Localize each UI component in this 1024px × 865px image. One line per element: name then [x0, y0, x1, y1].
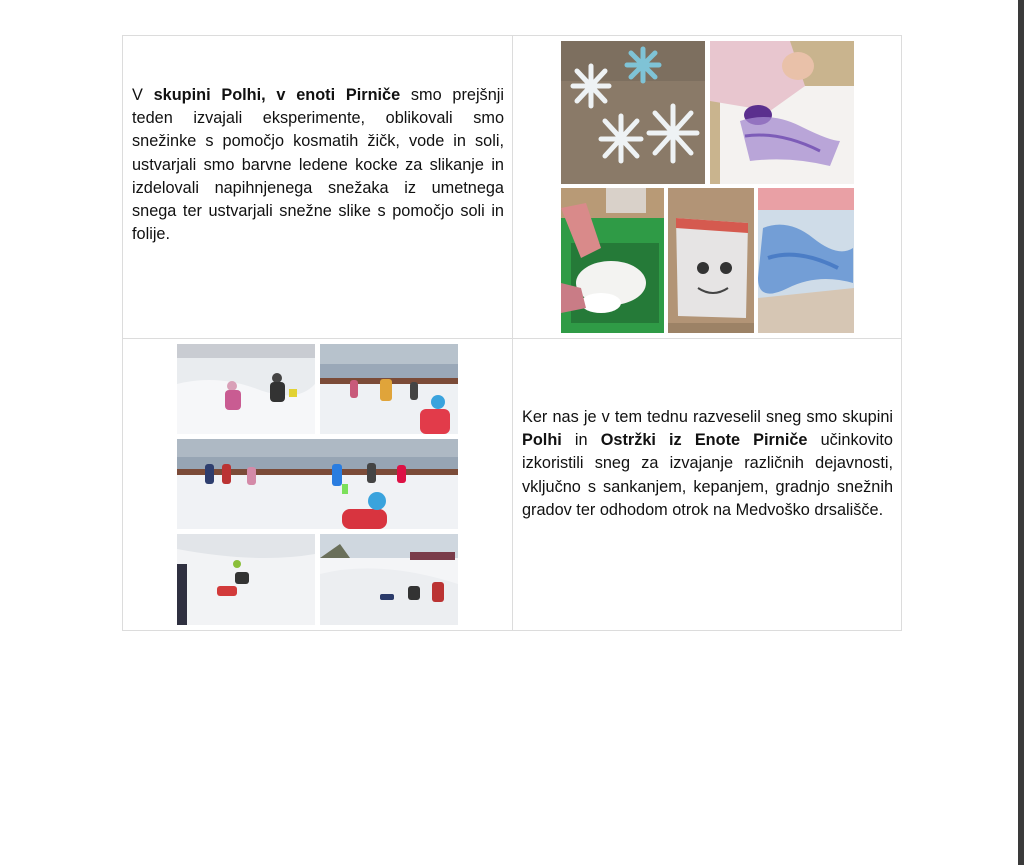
artificial-snow-photo	[561, 188, 664, 333]
snow-photo-collage	[123, 339, 512, 630]
text-cell-experiments	[123, 36, 513, 339]
snow-hill-photo	[320, 534, 458, 625]
snowflake-crafts-photo	[561, 41, 705, 184]
experiments-paragraph: V skupini Polhi, v enoti Pirniče smo prejšnji teden izvajali eksperimente, oblikovali smo snežinke s pomočjo kosmatih žičk, vode in soli, ustvarjali smo barvne ledene kocke za slikanje in izdelovali napihnjenega snežaka iz umetnega snega ter ustvarjali snežne slike s pomočjo soli in folije.	[132, 86, 504, 244]
photo-cell-crafts	[513, 36, 902, 339]
sledding-photo	[177, 534, 315, 625]
table-row	[123, 36, 902, 339]
page-right-edge	[1018, 0, 1024, 865]
crafts-photo-collage	[513, 36, 902, 338]
ice-rink-photo-1	[320, 344, 458, 434]
snowman-bag-photo	[668, 188, 754, 333]
photo-cell-snow	[123, 339, 513, 631]
ice-painting-photo	[710, 41, 854, 184]
snow-play-photo	[177, 344, 315, 434]
salt-painting-photo	[758, 188, 854, 333]
table-row	[123, 339, 902, 631]
activity-table	[122, 35, 901, 630]
snow-activities-paragraph: Ker nas je v tem tednu razveselil sneg smo skupini Polhi in Ostržki iz Enote Pirniče učinkovito izkoristili sneg za izvajanje različnih dejavnosti, vključno s sankanjem, kepanjem, gradnjo snežnih gradov ter odhodom otrok na Medvoško drsališče.	[522, 408, 893, 519]
text-cell-snow	[513, 339, 902, 631]
ice-rink-photo-2	[177, 439, 458, 529]
